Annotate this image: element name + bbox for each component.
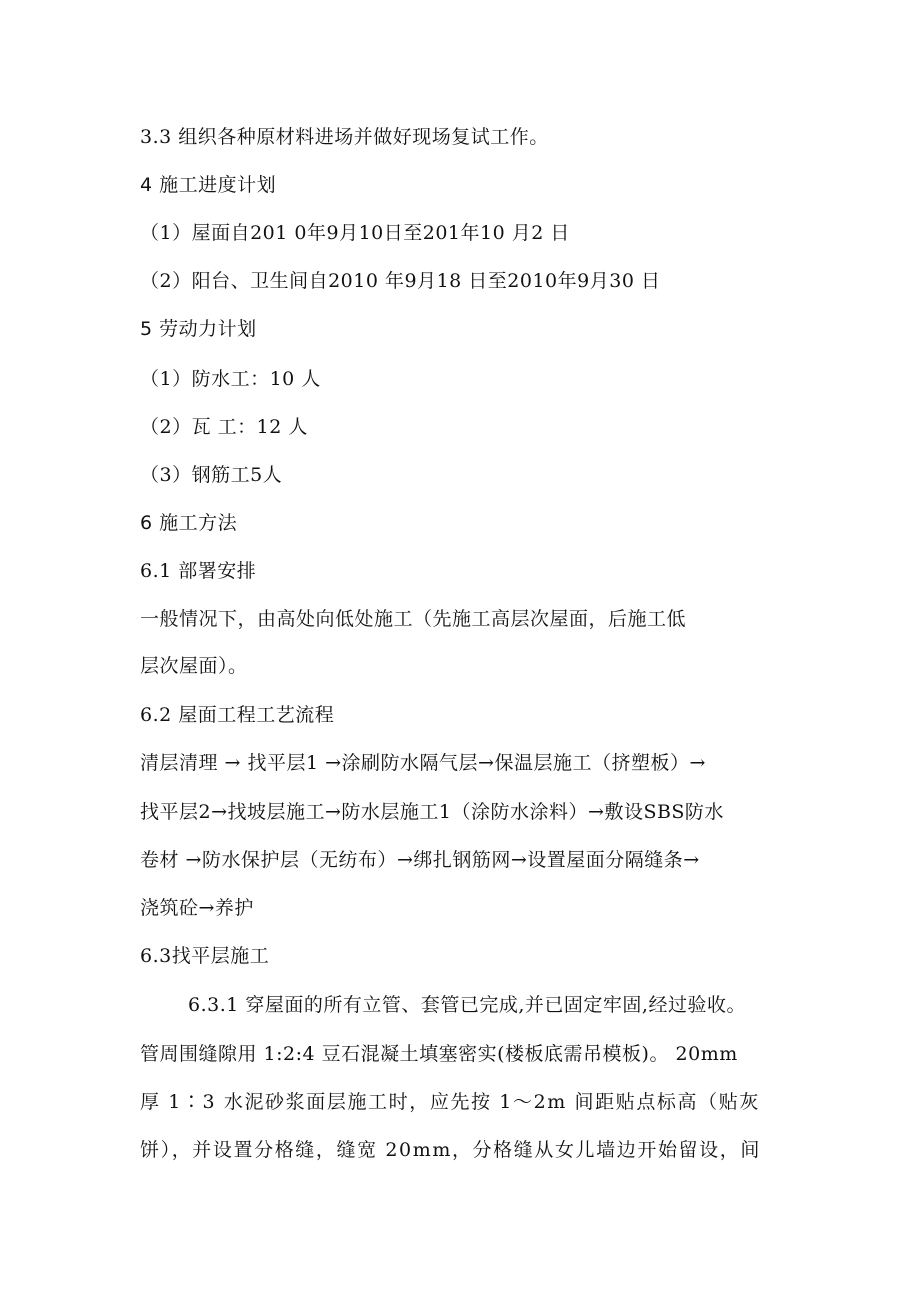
deployment-paragraph-line-2: 层次屋面）。 bbox=[140, 655, 248, 677]
deployment-paragraph-line-1: 一般情况下，由高处向低处施工（先施工高层次屋面，后施工低 bbox=[140, 608, 687, 630]
section-6-3-title: 6.3找平层施工 bbox=[140, 945, 270, 967]
heading-labor-plan: 5 劳动力计划 bbox=[140, 318, 257, 340]
process-flow-line-3: 卷材 →防水保护层（无纺布）→绑扎钢筋网→设置屋面分隔缝条→ bbox=[140, 849, 700, 871]
labor-item-rebar: （3）钢筋工5人 bbox=[140, 464, 283, 486]
schedule-item-roof: （1）屋面自201 0年9月10日至201年10 月2 日 bbox=[140, 222, 570, 244]
section-3-3-text: 3.3 组织各种原材料进场并做好现场复试工作。 bbox=[140, 126, 549, 148]
section-6-3-1-line-1: 6.3.1 穿屋面的所有立管、套管已完成,并已固定牢固,经过验收。 bbox=[188, 994, 746, 1016]
section-6-2-title: 6.2 屋面工程工艺流程 bbox=[140, 704, 335, 726]
process-flow-line-4: 浇筑砼→养护 bbox=[140, 897, 254, 919]
heading-construction-method: 6 施工方法 bbox=[140, 512, 238, 534]
section-6-1-title: 6.1 部署安排 bbox=[140, 560, 257, 582]
labor-item-masonry: （2）瓦 工：12 人 bbox=[140, 416, 308, 438]
labor-item-waterproofing: （1）防水工：10 人 bbox=[140, 368, 321, 390]
section-6-3-1-line-4: 饼），并设置分格缝，缝宽 20mm，分格缝从女儿墙边开始留设，间 bbox=[140, 1139, 761, 1161]
section-6-3-1-line-2: 管周围缝隙用 1:2:4 豆石混凝土填塞密实(楼板底需吊模板)。 20mm bbox=[140, 1043, 738, 1065]
heading-construction-schedule: 4 施工进度计划 bbox=[140, 174, 277, 196]
process-flow-line-1: 清层清理 → 找平层1 →涂刷防水隔气层→保温层施工（挤塑板）→ bbox=[140, 752, 706, 774]
section-6-3-1-line-3: 厚 1∶3 水泥砂浆面层施工时，应先按 1～2m 间距贴点标高（贴灰 bbox=[140, 1091, 760, 1113]
schedule-item-balcony: （2）阳台、卫生间自2010 年9月18 日至2010年9月30 日 bbox=[140, 270, 661, 292]
process-flow-line-2: 找平层2→找坡层施工→防水层施工1（涂防水涂料）→敷设SBS防水 bbox=[140, 801, 724, 823]
